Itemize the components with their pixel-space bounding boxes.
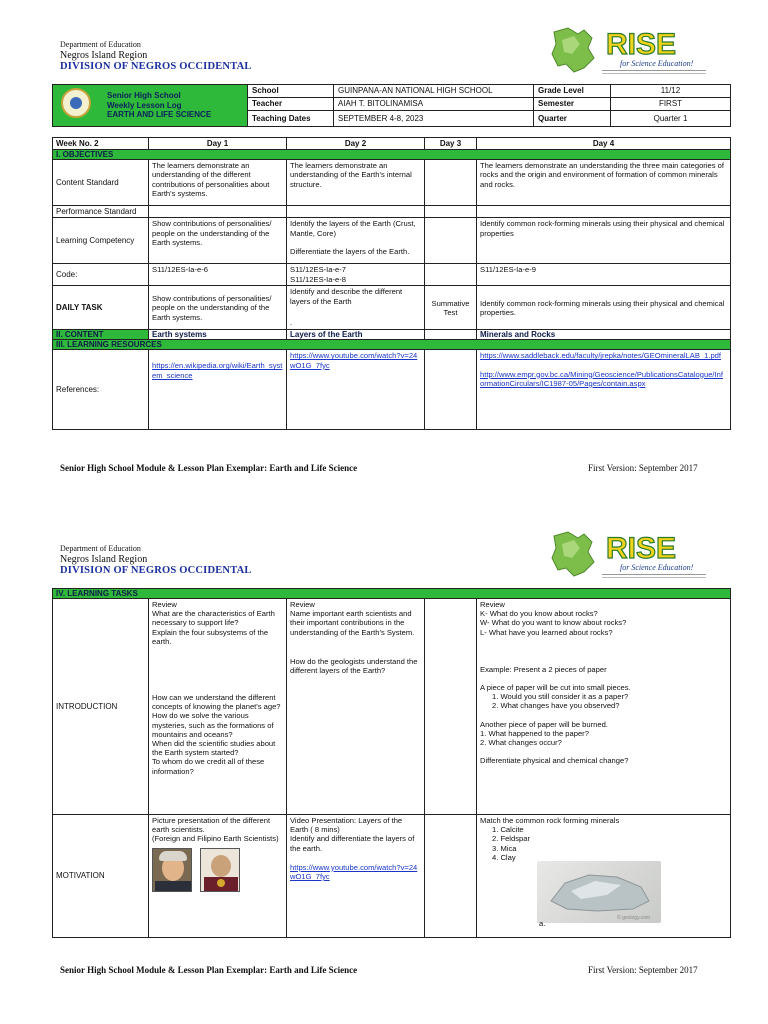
introduction-day4-q4: 2. What changes occur? [480, 738, 562, 748]
deped-seal [61, 88, 91, 118]
introduction-day4-q3: 1. What happened to the paper? [480, 728, 589, 738]
rock-illustration [537, 861, 661, 923]
references-day1-link[interactable]: https://en.wikipedia.org/wiki/Earth_system_science [152, 361, 283, 380]
day1-header: Day 1 [149, 138, 287, 150]
code-label: Code: [53, 264, 149, 286]
day4-header: Day 4 [477, 138, 731, 150]
scientist-photo-2 [200, 848, 240, 892]
learning-competency-label: Learning Competency [53, 218, 149, 264]
learning-competency-day1: Show contributions of personalities/ people on the understanding of the Earth systems. [149, 218, 287, 264]
content-standard-day2: The learners demonstrate an understanding of the Earth's internal structure. [287, 160, 425, 206]
scientist-photo-1 [152, 848, 192, 892]
introduction-day2-review: Review [290, 600, 315, 609]
introduction-day1-q1: What are the characteristics of Earth necessary to support life? [152, 609, 275, 628]
content-standard-day1: The learners demonstrate an understanding of the different contributions of personalities about Earth's systems. [149, 160, 287, 206]
code-day2 [287, 264, 425, 286]
weekly-log-table [52, 137, 731, 430]
teacher-value: AIAH T. BITOLINAMISA [334, 98, 534, 111]
rise-logo [548, 24, 710, 76]
content-heading: II. CONTENT [53, 330, 149, 340]
resources-heading: III. LEARNING RESOURCES [53, 340, 731, 350]
content-standard-day3 [425, 160, 477, 206]
introduction-day4-review: Review [480, 600, 505, 609]
introduction-day4-example: Example: Present a 2 pieces of paper [480, 664, 607, 674]
daily-task-label: DAILY TASK [53, 286, 149, 330]
motivation-day2 [287, 815, 425, 938]
references-day2-link[interactable]: https://www.youtube.com/watch?v=24wO1G_7fyc [290, 351, 418, 370]
region-label: Negros Island Region [60, 50, 148, 61]
learning-competency-day2-a: Identify the layers of the Earth (Crust, Mantle, Core) [290, 219, 416, 238]
introduction-day1-q5: When did the scientific studies about the Earth system started? [152, 739, 276, 758]
day3-header: Day 3 [425, 138, 477, 150]
daily-task-day2 [287, 286, 425, 330]
introduction-day4-diff: Differentiate physical and chemical change? [480, 756, 629, 766]
daily-task-day2-dot: . [290, 317, 293, 327]
introduction-day4-burn: Another piece of paper will be burned. [480, 719, 608, 729]
motivation-day4-text: Match the common rock forming minerals [480, 816, 620, 825]
code-day1: S11/12ES-Ia-e-6 [149, 264, 287, 286]
content-day2: Layers of the Earth [287, 330, 425, 340]
code-day2-b: S11/12ES-Ia-e-8 [290, 274, 346, 284]
rise-logo-text: RISE [606, 532, 677, 565]
motivation-day4 [477, 815, 731, 938]
school-info-table [52, 84, 731, 127]
daily-task-day2-text: Identify and describe the different layers of the Earth [290, 287, 403, 306]
introduction-day4-cut: A piece of paper will be cut into small pieces. [480, 683, 631, 693]
mineral-photo [537, 861, 661, 923]
learning-competency-day2 [287, 218, 425, 264]
teacher-label: Teacher [248, 98, 334, 111]
school-label: School [248, 85, 334, 98]
dates-label: Teaching Dates [248, 111, 334, 127]
footer-right: First Version: September 2017 [588, 463, 698, 473]
introduction-day1-q4: How do we solve the various mysteries, such as the formations of mountains and oceans? [152, 711, 274, 739]
info-title-line3: EARTH AND LIFE SCIENCE [107, 110, 212, 120]
school-value: GUINPANA-AN NATIONAL HIGH SCHOOL [334, 85, 534, 98]
motivation-label: MOTIVATION [53, 815, 149, 938]
rise-logo [548, 528, 710, 580]
footer-left: Senior High School Module & Lesson Plan Exemplar: Earth and Life Science [60, 965, 358, 975]
content-day1: Earth systems [149, 330, 287, 340]
rise-logo-tagline: for Science Education! [620, 59, 694, 68]
mineral-photo-label: a. [539, 919, 546, 928]
quarter-value: Quarter 1 [611, 111, 731, 127]
mineral-item-calcite: 1. Calcite [492, 825, 524, 835]
motivation-day1 [149, 815, 287, 938]
mineral-item-feldspar: 2. Feldspar [492, 834, 530, 844]
department-label: Department of Education [60, 544, 141, 553]
motivation-day2-text: Video Presentation: Layers of the Earth ( 8 mins) [290, 816, 403, 835]
motivation-day2-subtext: Identify and differentiate the layers of the earth. [290, 834, 415, 853]
learning-tasks-table [52, 588, 731, 938]
learning-tasks-heading: IV. LEARNING TASKS [53, 589, 731, 599]
footer-right: First Version: September 2017 [588, 965, 698, 975]
introduction-day2-q1: Name important earth scientists and their important contributions in the understanding of the Earth's System. [290, 609, 415, 637]
info-title-line1: Senior High School [107, 91, 181, 101]
info-title-cell [53, 85, 248, 127]
references-label: References: [53, 350, 149, 430]
introduction-day4-l: L- What have you learned about rocks? [480, 627, 613, 637]
introduction-day1-review: Review [152, 600, 177, 609]
division-label: DIVISION OF NEGROS OCCIDENTAL [60, 61, 252, 72]
references-day2 [287, 350, 425, 430]
daily-task-day3: Summative Test [425, 286, 477, 330]
grade-label: Grade Level [534, 85, 611, 98]
introduction-day4 [477, 599, 731, 815]
division-label: DIVISION OF NEGROS OCCIDENTAL [60, 565, 252, 576]
daily-task-day1: Show contributions of personalities/ people on the understanding of the Earth systems. [149, 286, 287, 330]
code-day2-a: S11/12ES-Ia-e-7 [290, 265, 346, 275]
info-title-line2: Weekly Lesson Log [107, 100, 182, 110]
region-label: Negros Island Region [60, 554, 148, 565]
rise-logo-tagline: for Science Education! [620, 563, 694, 572]
introduction-day1-q2: Explain the four subsystems of the earth. [152, 627, 269, 646]
semester-label: Semester [534, 98, 611, 111]
quarter-label: Quarter [534, 111, 611, 127]
rise-logo-text: RISE [606, 28, 677, 61]
mineral-photo-credit: © geology.com [617, 915, 651, 921]
learning-competency-day2-b: Differentiate the layers of the Earth. [290, 246, 410, 256]
introduction-day4-k: K- What do you know about rocks? [480, 609, 598, 619]
introduction-day1 [149, 599, 287, 815]
references-day4-link1[interactable]: https://www.saddleback.edu/faculty/jrepka/notes/GEOmineralLAB_1.pdf [480, 351, 722, 361]
scientist-photos [152, 848, 283, 892]
motivation-day1-text: Picture presentation of the different earth scientists. [152, 816, 271, 835]
performance-standard-label: Performance Standard [53, 206, 149, 218]
introduction-day4-w: W- What do you want to know about rocks? [480, 618, 627, 628]
dates-value: SEPTEMBER 4-8, 2023 [334, 111, 534, 127]
references-day1 [149, 350, 287, 430]
grade-value: 11/12 [611, 85, 731, 98]
content-standard-day4: The learners demonstrate an understanding the three main categories of rocks and the origin and environment of formation of common minerals and rocks. [477, 160, 731, 206]
mineral-item-mica: 3. Mica [492, 843, 517, 853]
mineral-item-clay: 4. Clay [492, 852, 516, 862]
introduction-day1-q3: How can we understand the different concepts of knowing the planet's age? [152, 693, 281, 712]
semester-value: FIRST [611, 98, 731, 111]
content-standard-label: Content Standard [53, 160, 149, 206]
page-2 [0, 512, 768, 1024]
content-day4: Minerals and Rocks [477, 330, 731, 340]
introduction-label: INTRODUCTION [53, 599, 149, 815]
objectives-heading: I. OBJECTIVES [53, 150, 731, 160]
motivation-day2-link[interactable]: https://www.youtube.com/watch?v=24wO1G_7fyc [290, 862, 418, 882]
introduction-day4-q1: 1. Would you still consider it as a paper? [492, 692, 629, 702]
learning-competency-day4: Identify common rock-forming minerals using their physical and chemical properties [477, 218, 731, 264]
code-day4: S11/12ES-Ia-e-9 [477, 264, 731, 286]
introduction-day1-q6: To whom do we credit all of these information? [152, 757, 265, 776]
references-day4-link2[interactable]: http://www.empr.gov.bc.ca/Mining/Geoscience/PublicationsCatalogue/InformationCirculars/IC1987-05/Pages/contain.aspx [480, 369, 723, 388]
references-day4 [477, 350, 731, 430]
footer-left: Senior High School Module & Lesson Plan Exemplar: Earth and Life Science [60, 463, 358, 473]
motivation-day1-subtext: (Foreign and Filipino Earth Scientists) [152, 834, 279, 844]
week-label: Week No. 2 [53, 138, 149, 150]
introduction-day2-q2: How do the geologists understand the different layers of the Earth? [290, 656, 418, 676]
introduction-day2 [287, 599, 425, 815]
department-label: Department of Education [60, 40, 141, 49]
day2-header: Day 2 [287, 138, 425, 150]
introduction-day4-q2: 2. What changes have you observed? [492, 701, 620, 711]
daily-task-day4: Identify common rock-forming minerals using their physical and chemical properties. [477, 286, 731, 330]
